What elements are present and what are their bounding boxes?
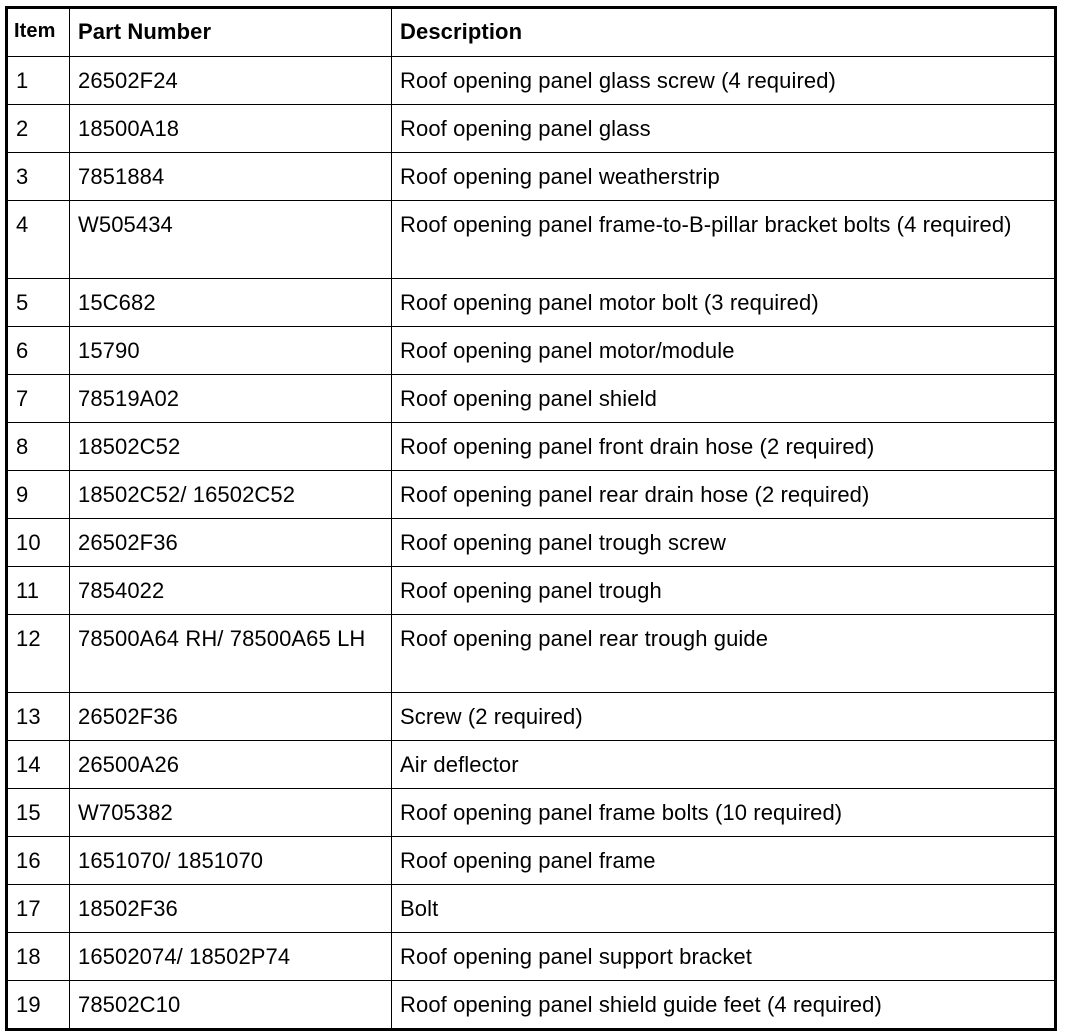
cell-part-number: 1651070/ 1851070 [70,837,392,885]
cell-description: Roof opening panel motor/module [392,327,1056,375]
table-row [7,789,1056,837]
cell-part-number: 18500A18 [70,105,392,153]
cell-description: Screw (2 required) [392,693,1056,741]
cell-item: 17 [7,885,70,933]
header-part-number: Part Number [70,8,392,57]
cell-item: 2 [7,105,70,153]
cell-part-number: 18502C52 [70,423,392,471]
cell-description: Roof opening panel trough [392,567,1056,615]
cell-item: 19 [7,981,70,1030]
table-row [7,201,1056,279]
table-row [7,615,1056,693]
cell-part-number: 18502F36 [70,885,392,933]
cell-description: Roof opening panel weatherstrip [392,153,1056,201]
cell-item: 14 [7,741,70,789]
table-row [7,519,1056,567]
table-row [7,981,1056,1030]
cell-part-number: 7851884 [70,153,392,201]
table-row [7,327,1056,375]
cell-part-number: 26502F24 [70,57,392,105]
cell-description: Roof opening panel frame bolts (10 required) [392,789,1056,837]
table-row [7,885,1056,933]
table-row [7,471,1056,519]
table-row [7,375,1056,423]
cell-item: 3 [7,153,70,201]
cell-part-number: W705382 [70,789,392,837]
table-row [7,57,1056,105]
cell-description: Roof opening panel front drain hose (2 required) [392,423,1056,471]
cell-item: 9 [7,471,70,519]
cell-item: 1 [7,57,70,105]
cell-part-number: 7854022 [70,567,392,615]
cell-description: Roof opening panel trough screw [392,519,1056,567]
cell-description: Roof opening panel glass screw (4 required) [392,57,1056,105]
cell-item: 10 [7,519,70,567]
cell-part-number: 26500A26 [70,741,392,789]
cell-part-number: 18502C52/ 16502C52 [70,471,392,519]
table-header-row [7,8,1056,57]
cell-part-number: 26502F36 [70,693,392,741]
cell-part-number: 16502074/ 18502P74 [70,933,392,981]
cell-description: Air deflector [392,741,1056,789]
table-row [7,837,1056,885]
cell-part-number: 78500A64 RH/ 78500A65 LH [70,615,392,693]
header-description: Description [392,8,1056,57]
cell-item: 5 [7,279,70,327]
cell-item: 8 [7,423,70,471]
cell-part-number: 78519A02 [70,375,392,423]
cell-part-number: 78502C10 [70,981,392,1030]
cell-item: 12 [7,615,70,693]
cell-part-number: W505434 [70,201,392,279]
cell-description: Roof opening panel motor bolt (3 required) [392,279,1056,327]
cell-description: Roof opening panel rear trough guide [392,615,1056,693]
table-row [7,105,1056,153]
cell-part-number: 26502F36 [70,519,392,567]
cell-item: 6 [7,327,70,375]
cell-part-number: 15C682 [70,279,392,327]
cell-description: Bolt [392,885,1056,933]
cell-part-number: 15790 [70,327,392,375]
header-item: Item [7,8,70,57]
cell-description: Roof opening panel frame [392,837,1056,885]
cell-description: Roof opening panel glass [392,105,1056,153]
table-row [7,693,1056,741]
parts-table-container [5,6,1057,1031]
table-row [7,153,1056,201]
table-row [7,741,1056,789]
cell-item: 4 [7,201,70,279]
cell-description: Roof opening panel shield [392,375,1056,423]
table-row [7,279,1056,327]
cell-description: Roof opening panel rear drain hose (2 required) [392,471,1056,519]
table-row [7,933,1056,981]
cell-description: Roof opening panel support bracket [392,933,1056,981]
parts-table [5,6,1057,1031]
cell-item: 15 [7,789,70,837]
cell-item: 13 [7,693,70,741]
cell-item: 7 [7,375,70,423]
cell-description: Roof opening panel frame-to-B-pillar bracket bolts (4 required) [392,201,1056,279]
cell-item: 16 [7,837,70,885]
table-row [7,423,1056,471]
table-row [7,567,1056,615]
cell-item: 18 [7,933,70,981]
cell-item: 11 [7,567,70,615]
cell-description: Roof opening panel shield guide feet (4 required) [392,981,1056,1030]
